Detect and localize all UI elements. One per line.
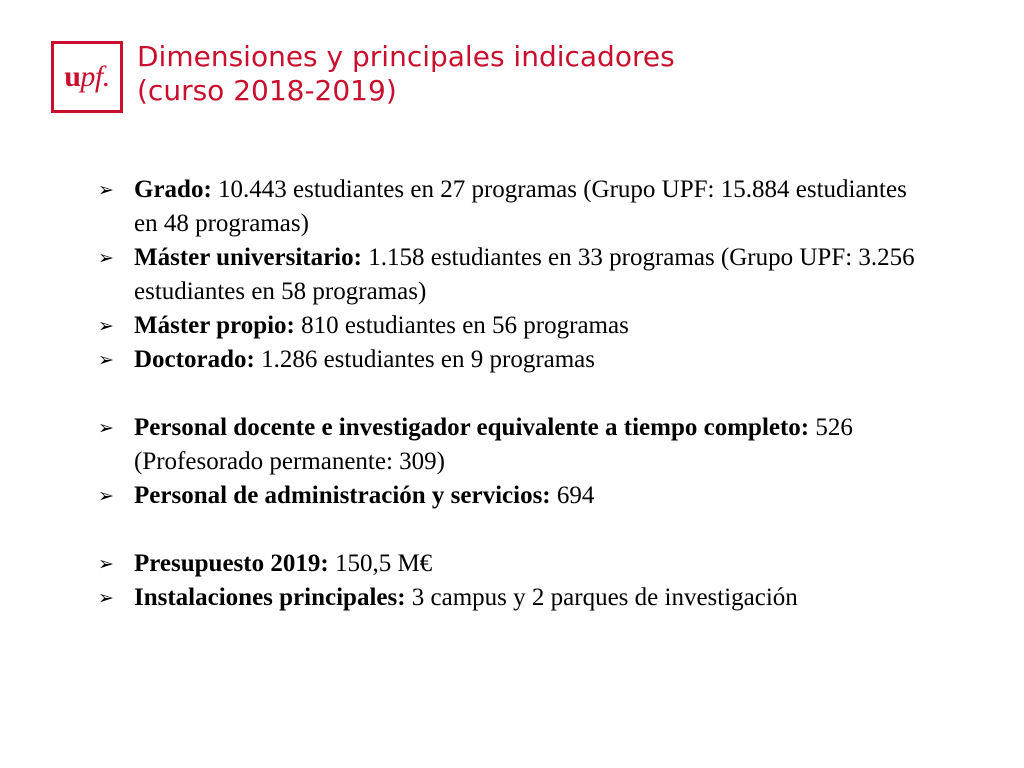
- bullet-text: 694: [550, 482, 595, 509]
- upf-logo-text: [64, 62, 110, 92]
- bullet-text: 1.286 estudiantes en 9 programas: [254, 346, 596, 373]
- indicator-list: [98, 173, 928, 615]
- bullet-label: Máster propio:: [134, 312, 295, 339]
- bullet-text: 150,5 M€: [328, 550, 433, 577]
- bullet-item: [98, 581, 928, 615]
- bullet-label: Grado:: [134, 176, 212, 203]
- bullet-text: 10.443 estudiantes en 27 programas (Grupo UPF: 15.884 estudiantes en 48 programas): [134, 176, 907, 237]
- arrow-bullet-icon: ➢: [98, 349, 114, 371]
- logo-part-italic: pf.: [80, 60, 110, 93]
- bullet-item: [98, 411, 928, 479]
- arrow-bullet-icon: ➢: [98, 179, 114, 201]
- bullet-label: Máster universitario:: [134, 244, 362, 271]
- arrow-bullet-icon: ➢: [98, 315, 114, 337]
- bullet-text: 1.158 estudiantes en 33 programas (Grupo UPF: 3.256 estudiantes en 58 programas): [134, 244, 915, 305]
- bullet-item: [98, 309, 928, 343]
- bullet-text: 3 campus y 2 parques de investigación: [405, 584, 798, 611]
- slide-title-line-1: Dimensiones y principales indicadores: [137, 40, 675, 73]
- bullet-text: 810 estudiantes en 56 programas: [294, 312, 629, 339]
- logo-part-bold: u: [64, 60, 81, 93]
- bullet-item: [98, 547, 928, 581]
- arrow-bullet-icon: ➢: [98, 247, 114, 269]
- arrow-bullet-icon: ➢: [98, 553, 114, 575]
- arrow-bullet-icon: ➢: [98, 587, 114, 609]
- bullet-label: Doctorado:: [134, 346, 255, 373]
- bullet-item: [98, 173, 928, 241]
- bullet-label: Presupuesto 2019:: [134, 550, 329, 577]
- bullet-label: Personal de administración y servicios:: [134, 482, 551, 509]
- bullet-label: Instalaciones principales:: [134, 584, 406, 611]
- arrow-bullet-icon: ➢: [98, 417, 114, 439]
- bullet-text: 526 (Profesorado permanente: 309): [134, 414, 853, 475]
- upf-logo: [51, 41, 123, 113]
- slide-title-line-2: (curso 2018-2019): [137, 74, 397, 107]
- arrow-bullet-icon: ➢: [98, 485, 114, 507]
- slide-title: [137, 40, 957, 108]
- bullet-item: [98, 241, 928, 309]
- bullet-item: [98, 479, 928, 513]
- bullet-item: [98, 343, 928, 377]
- bullet-label: Personal docente e investigador equivalente a tiempo completo:: [134, 414, 810, 441]
